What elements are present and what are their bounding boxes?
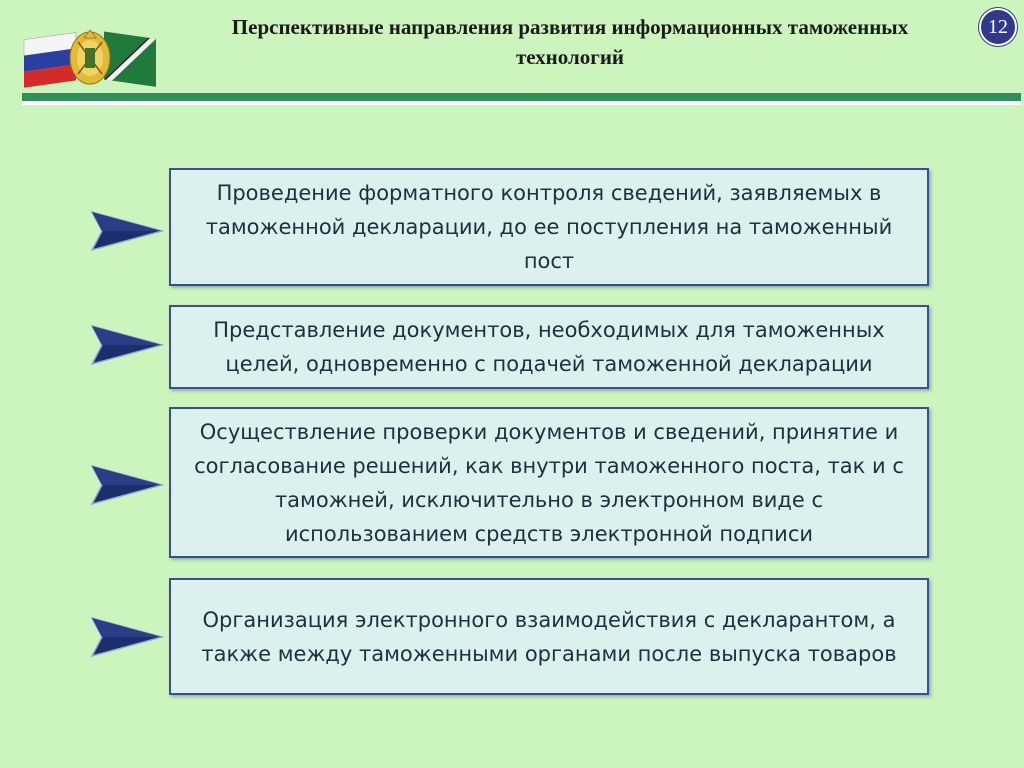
slide-title: Перспективные направления развития информационных таможенных технологий (231, 15, 909, 69)
flags-emblem-logo (22, 22, 158, 94)
list-item (169, 168, 929, 286)
slide-number-badge: 12 (979, 8, 1017, 46)
header-divider-highlight (22, 101, 1021, 105)
list-item-text: Проведение форматного контроля сведений, заявляемых в таможенной декларации, до ее поступления на таможенный пост (205, 181, 893, 273)
list-item (169, 578, 929, 695)
list-item-text: Организация электронного взаимодействия с декларантом, а также между таможенными органами после выпуска товаров (201, 607, 897, 666)
arrow-right-icon (88, 614, 164, 660)
list-item-text: Осуществление проверки документов и сведений, принятие и согласование решений, как внутри таможенного поста, так и с таможней, исключительно в электронном виде с использованием средств электронной подписи (194, 419, 904, 546)
arrow-right-icon (88, 322, 164, 368)
list-item-text: Представление документов, необходимых для таможенных целей, одновременно с подачей таможенной декларации (213, 318, 885, 376)
list-item (169, 407, 929, 558)
arrow-right-icon (88, 208, 164, 254)
list-item (169, 305, 929, 389)
header-divider (22, 93, 1021, 101)
arrow-right-icon (88, 462, 164, 508)
